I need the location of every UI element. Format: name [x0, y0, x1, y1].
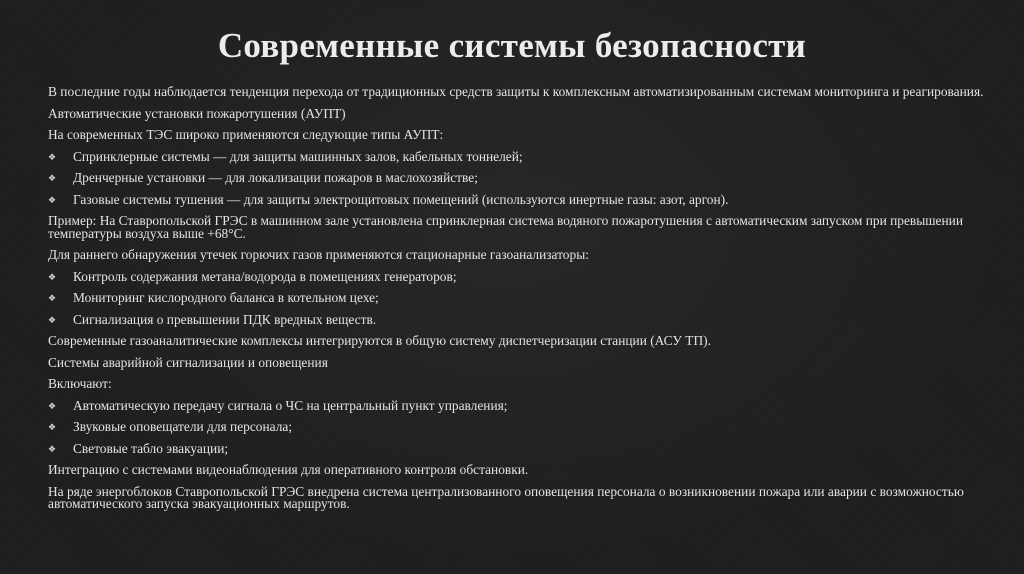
list-item [48, 311, 988, 327]
list-item-text: Контроль содержания метана/водорода в помещениях генераторов; [73, 268, 457, 284]
diamond-bullet-icon: ❖ [48, 194, 57, 205]
list-item [48, 191, 988, 207]
list-item [48, 148, 988, 164]
diamond-bullet-icon: ❖ [48, 443, 57, 454]
slide-title: Современные системы безопасности [217, 26, 807, 65]
list-item-text: Световые табло эвакуации; [73, 440, 229, 456]
list-item-text: Мониторинг кислородного баланса в котельном цехе; [73, 290, 379, 305]
diamond-bullet-icon: ❖ [48, 314, 57, 325]
list-item [48, 440, 988, 456]
list-item-text: Газовые системы тушения — для защиты электрощитовых помещений (используются инертные газы: азот, аргон). [73, 191, 729, 207]
list-item [48, 292, 988, 305]
list-item-text: Спринклерные системы — для защиты машинных залов, кабельных тоннелей; [73, 148, 523, 164]
paragraph: На современных ТЭС широко применяются следующие типы АУПТ: [48, 127, 444, 142]
list-item [48, 268, 988, 284]
paragraph: Интеграцию с системами видеонаблюдения для оперативного контроля обстановки. [48, 462, 529, 477]
section-heading: Автоматические установки пожаротушения (АУПТ) [48, 105, 346, 121]
list-item [48, 421, 988, 434]
paragraph: Для раннего обнаружения утечек горючих газов применяются стационарные газоанализаторы: [48, 247, 589, 262]
diamond-bullet-icon: ❖ [48, 151, 57, 162]
diamond-bullet-icon: ❖ [48, 271, 57, 282]
list-item-text: Звуковые оповещатели для персонала; [73, 419, 293, 434]
list-item-text: Автоматическую передачу сигнала о ЧС на центральный пункт управления; [73, 397, 508, 413]
slide-content [48, 86, 988, 520]
list-item [48, 172, 988, 185]
diamond-bullet-icon: ❖ [48, 173, 57, 183]
paragraph: В последние годы наблюдается тенденция перехода от традиционных средств защиты к комплексным автоматизированным системам мониторинга и реагирования. [48, 84, 984, 99]
list-item [48, 397, 988, 413]
list-item-text: Сигнализация о превышении ПДК вредных веществ. [73, 311, 377, 327]
section-heading: Системы аварийной сигнализации и оповещения [48, 354, 328, 370]
diamond-bullet-icon: ❖ [48, 422, 57, 432]
paragraph: Современные газоаналитические комплексы интегрируются в общую систему диспетчеризации станции (АСУ ТП). [48, 333, 711, 348]
diamond-bullet-icon: ❖ [48, 293, 57, 303]
paragraph: Пример: На Ставропольской ГРЭС в машинном зале установлена спринклерная система водяного пожаротушения с автоматическим запуском при превышении температуры воздуха выше +68°C. [48, 213, 963, 241]
paragraph: Включают: [48, 376, 112, 391]
diamond-bullet-icon: ❖ [48, 400, 57, 411]
paragraph: На ряде энергоблоков Ставропольской ГРЭС внедрена система централизованного оповещения персонала о возникновении пожара или аварии с возможностью автоматического запуска эвакуационных маршрутов. [48, 483, 964, 511]
list-item-text: Дренчерные установки — для локализации пожаров в маслохозяйстве; [73, 170, 478, 185]
